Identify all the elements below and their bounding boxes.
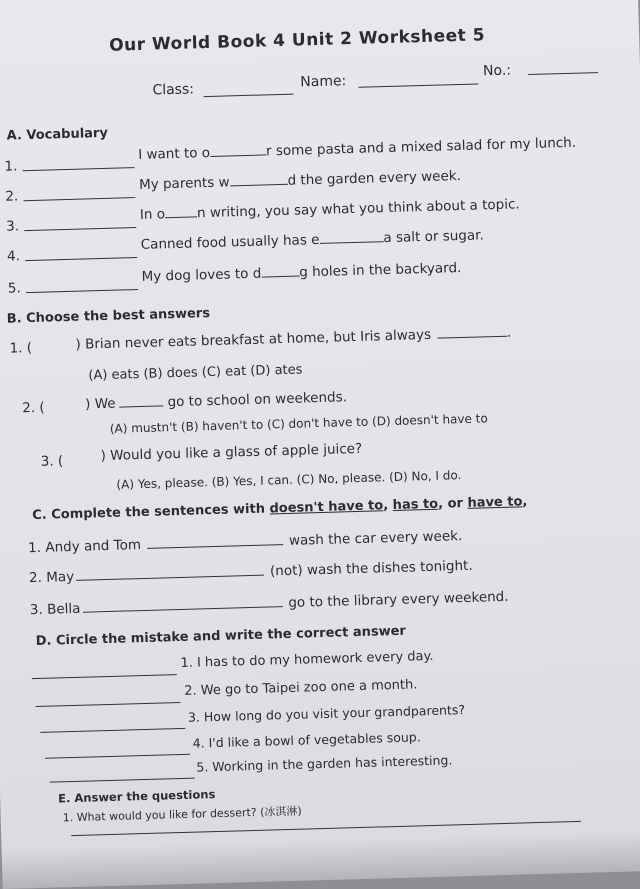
vocab-answer-blank-4[interactable]: [25, 257, 137, 261]
vocab-sentence-4: Canned food usually has e a salt or sugar.: [140, 227, 484, 253]
choice-q3-number: 3. (: [40, 453, 64, 470]
mistake-sentence-3: 3. How long do you visit your grandparents?: [187, 702, 466, 725]
vocab-answer-blank-3[interactable]: [24, 227, 136, 231]
class-label: Class:: [152, 81, 195, 99]
complete-item-2: 2. May (not) wash the dishes tonight.: [28, 557, 473, 587]
correction-blank-5[interactable]: [50, 778, 195, 783]
name-blank[interactable]: [358, 83, 478, 87]
section-b-heading: B. Choose the best answers: [6, 306, 211, 327]
vocab-num-4: 4.: [6, 248, 21, 265]
answer-line-1[interactable]: [71, 821, 581, 836]
vocab-sentence-2: My parents w d the garden every week.: [138, 167, 462, 193]
name-label: Name:: [300, 73, 347, 91]
phrase-doesnt-have-to: doesn't have to: [269, 498, 384, 517]
vocab-num-2: 2.: [5, 188, 19, 205]
correction-blank-1[interactable]: [32, 674, 177, 679]
mistake-sentence-1: 1. I has to do my homework every day.: [180, 648, 434, 671]
correction-blank-4[interactable]: [45, 754, 190, 759]
choice-q2-text: ) We go to school on weekends.: [84, 389, 348, 413]
page-shadow: [2, 831, 640, 889]
choice-q1-text: ) Brian never eats breakfast at home, but Iris always .: [75, 324, 512, 353]
section-d-heading: D. Circle the mistake and write the correct answer: [35, 623, 407, 650]
mistake-sentence-4: 4. I'd like a bowl of vegetables soup.: [192, 729, 421, 751]
no-label: No.:: [482, 62, 512, 80]
choice-q1-number: 1. (: [9, 340, 33, 357]
vocab-answer-blank-2[interactable]: [23, 197, 135, 201]
complete-item-3: 3. Bella go to the library every weekend.: [29, 588, 509, 619]
vocab-answer-blank-5[interactable]: [26, 289, 138, 293]
correction-blank-3[interactable]: [40, 728, 185, 733]
vocab-sentence-1: I want to o r some pasta and a mixed salad for my lunch.: [138, 134, 577, 163]
vocab-num-1: 1.: [4, 158, 18, 175]
section-a-heading: A. Vocabulary: [6, 125, 109, 144]
mistake-sentence-2: 2. We go to Taipei zoo one a month.: [184, 677, 418, 699]
vocab-sentence-3: In o n writing, you say what you think about a topic.: [139, 196, 520, 223]
worksheet-title: Our World Book 4 Unit 2 Worksheet 5: [108, 25, 486, 56]
choice-q3-options: (A) Yes, please. (B) Yes, I can. (C) No, please. (D) No, I do.: [116, 468, 462, 492]
vocab-answer-blank-1[interactable]: [23, 167, 135, 171]
choice-q3-text: ) Would you like a glass of apple juice?: [100, 440, 363, 465]
no-blank[interactable]: [528, 72, 598, 75]
choice-q2-number: 2. (: [22, 399, 45, 417]
section-c-heading: C. Complete the sentences with doesn't have to, has to, or have to,: [32, 494, 528, 524]
vocab-num-5: 5.: [7, 280, 22, 297]
correction-blank-2[interactable]: [36, 702, 181, 707]
section-e-heading: E. Answer the questions: [57, 787, 216, 806]
choice-q1-options: (A) eats (B) does (C) eat (D) ates: [88, 362, 303, 384]
complete-item-1: 1. Andy and Tom wash the car every week.: [27, 528, 463, 557]
class-blank[interactable]: [204, 94, 294, 98]
answer-question-1: 1. What would you like for dessert? (冰淇淋): [62, 804, 302, 825]
vocab-num-3: 3.: [5, 218, 20, 235]
mistake-sentence-5: 5. Working in the garden has interesting.: [196, 752, 453, 775]
choice-q2-options: (A) mustn't (B) haven't to (C) don't have to (D) doesn't have to: [109, 411, 488, 436]
phrase-has-to: has to: [392, 496, 439, 513]
phrase-have-to: have to: [467, 494, 523, 511]
vocab-sentence-5: My dog loves to d g holes in the backyard.: [141, 259, 462, 285]
